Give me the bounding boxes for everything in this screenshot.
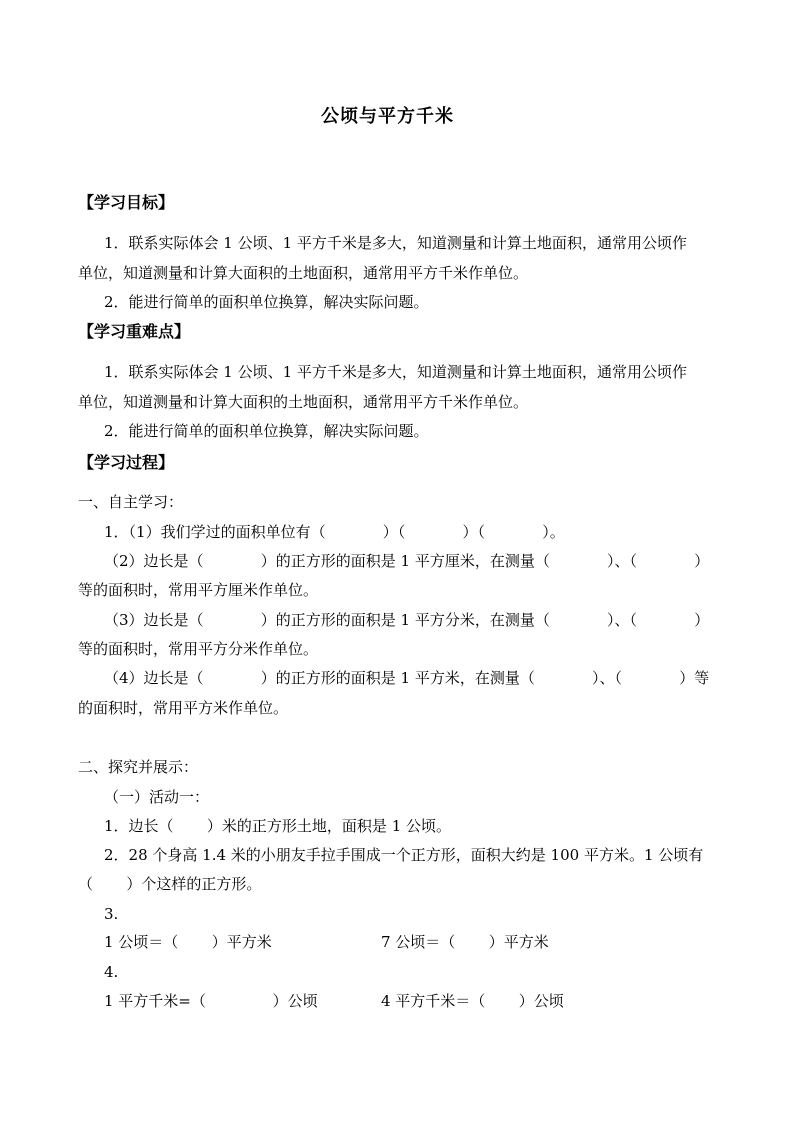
goals-item-1-line-2: 单位，知道测量和计算大面积的土地面积，通常用平方千米作单位。 xyxy=(78,264,529,282)
part2-a3-right: 7 公顷＝（ ）平方米 xyxy=(381,933,549,951)
goals-item-2: 2．能进行简单的面积单位换算，解决实际问题。 xyxy=(104,293,429,311)
goals-item-1-line-1: 1．联系实际体会 1 公顷、1 平方千米是多大，知道测量和计算土地面积，通常用公顷作 xyxy=(104,234,687,252)
page-title: 公顷与平方千米 xyxy=(321,106,454,127)
part2-heading: 二、探究并展示： xyxy=(78,758,199,776)
part1-q1: 1．（1）我们学过的面积单位有（ ）（ ）（ ）。 xyxy=(104,523,565,541)
part2-a2-line-2: （ ）个这样的正方形。 xyxy=(78,875,262,893)
part1-q3-line-1: （3）边长是（ ）的正方形的面积是 1 平方分米，在测量（ ）、（ ） xyxy=(104,611,710,629)
key-points-item-2: 2．能进行简单的面积单位换算，解决实际问题。 xyxy=(104,422,429,440)
part2-a4-right: 4 平方千米＝（ ）公顷 xyxy=(381,992,564,1010)
section-heading-goals: 【学习目标】 xyxy=(78,193,175,212)
part1-q3-line-2: 等的面积时，常用平方分米作单位。 xyxy=(78,640,319,658)
part1-heading: 一、自主学习： xyxy=(78,493,184,511)
part1-q2-line-1: （2）边长是（ ）的正方形的面积是 1 平方厘米，在测量（ ）、（ ） xyxy=(104,552,710,570)
part2-a3-left: 1 公顷＝（ ）平方米 xyxy=(104,933,272,951)
section-heading-key-points: 【学习重难点】 xyxy=(78,322,191,341)
part2-a3-label: 3. xyxy=(104,905,119,923)
key-points-item-1-line-2: 单位，知道测量和计算大面积的土地面积，通常用平方千米作单位。 xyxy=(78,393,529,411)
part2-activity-heading: （一）活动一： xyxy=(104,788,210,806)
part2-a2-line-1: 2．28 个身高 1.4 米的小朋友手拉手围成一个正方形，面积大约是 100 平方米。1 公顷有 xyxy=(104,846,704,864)
key-points-item-1-line-1: 1．联系实际体会 1 公顷、1 平方千米是多大，知道测量和计算土地面积，通常用公顷作 xyxy=(104,363,687,381)
part1-q2-line-2: 等的面积时，常用平方厘米作单位。 xyxy=(78,581,319,599)
part2-a4-label: 4. xyxy=(104,963,119,981)
part1-q4-line-1: （4）边长是（ ）的正方形的面积是 1 平方米，在测量（ ）、（ ）等 xyxy=(104,669,710,687)
part2-a1: 1．边长（ ）米的正方形土地，面积是 1 公顷。 xyxy=(104,817,452,835)
part2-a4-left: 1 平方千米=（ ）公顷 xyxy=(104,992,318,1010)
section-heading-process: 【学习过程】 xyxy=(78,453,175,472)
part1-q4-line-2: 的面积时，常用平方米作单位。 xyxy=(78,699,289,717)
